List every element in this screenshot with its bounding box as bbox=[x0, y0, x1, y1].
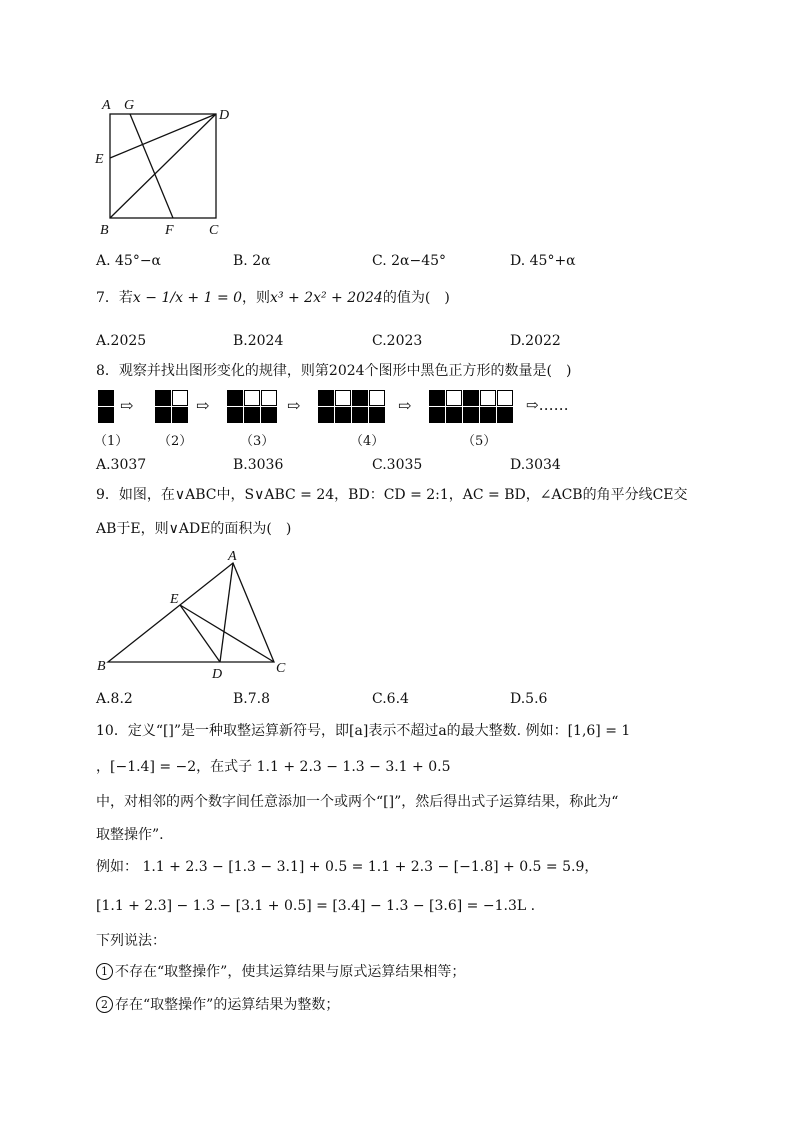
q9-option-a: A.8.2 bbox=[96, 691, 133, 707]
label-B: B bbox=[97, 659, 106, 674]
label-E: E bbox=[170, 592, 179, 607]
q8-option-a: A.3037 bbox=[96, 457, 147, 473]
pattern-sequence bbox=[96, 390, 596, 420]
q9-option-d: D.5.6 bbox=[510, 691, 548, 707]
q6-option-a: A. 45°−α bbox=[96, 253, 162, 269]
label-E: E bbox=[95, 152, 104, 167]
label-G: G bbox=[124, 98, 135, 113]
q8-stem: 8．观察并找出图形变化的规律，则第2024个图形中黑色正方形的数量是( ) bbox=[96, 363, 572, 379]
label-C: C bbox=[209, 223, 219, 238]
q10-line2: ，[−1.4] = −2，在式子 1.1 + 2.3 − 1.3 − 3.1 + 0.5 bbox=[96, 759, 451, 775]
q8-option-c: C.3035 bbox=[372, 457, 423, 473]
triangle-figure bbox=[94, 545, 294, 683]
q10-example2: [1.1 + 2.3] − 1.3 − [3.1 + 0.5] = [3.4] − 1.3 − [3.6] = −1.3L . bbox=[96, 898, 536, 914]
label-A: A bbox=[102, 98, 111, 113]
q7-option-b: B.2024 bbox=[233, 333, 284, 349]
q10-intro: 下列说法： bbox=[96, 933, 166, 949]
q7-stem-mid: ，则 bbox=[242, 290, 271, 306]
caption-3: （3） bbox=[240, 434, 275, 449]
label-B: B bbox=[100, 223, 109, 238]
q7-expr2: x³ + 2x² + 2024 bbox=[270, 290, 383, 306]
caption-1: （1） bbox=[94, 434, 129, 449]
arrow-icon: ⇨ bbox=[287, 396, 301, 415]
q10-example1: 例如： 1.1 + 2.3 − [1.3 − 3.1] + 0.5 = 1.1 + 2.3 − [−1.8] + 0.5 = 5.9， bbox=[96, 859, 599, 875]
q10-item-1-text: 不存在“取整操作”，使其运算结果与原式运算结果相等； bbox=[115, 964, 466, 980]
q6-option-d: D. 45°+α bbox=[510, 253, 576, 269]
q7-option-a: A.2025 bbox=[96, 333, 147, 349]
q10-line4: 取整操作”. bbox=[96, 827, 164, 843]
q7-option-d: D.2022 bbox=[510, 333, 561, 349]
q7-option-c: C.2023 bbox=[372, 333, 423, 349]
label-D: D bbox=[212, 667, 223, 682]
q6-option-b: B. 2α bbox=[233, 253, 271, 269]
q6-option-c: C. 2α−45° bbox=[372, 253, 447, 269]
caption-4: （4） bbox=[350, 434, 385, 449]
q10-item-2-text: 存在“取整操作”的运算结果为整数； bbox=[115, 997, 340, 1013]
q9-option-b: B.7.8 bbox=[233, 691, 271, 707]
q7-stem-suffix: 的值为( ) bbox=[382, 290, 450, 306]
q8-option-d: D.3034 bbox=[510, 457, 561, 473]
square-figure bbox=[88, 92, 248, 240]
label-D: D bbox=[219, 108, 230, 123]
q9-line1: 9．如图，在∨ABC中，S∨ABC = 24，BD：CD = 2:1，AC = BD，∠ACB的角平分线CE交 bbox=[96, 487, 688, 503]
q10-line3: 中，对相邻的两个数字间任意添加一个或两个“[]”，然后得出式子运算结果，称此为“ bbox=[96, 794, 619, 810]
q9-option-c: C.6.4 bbox=[372, 691, 409, 707]
q9-line2: AB于E，则∨ADE的面积为( ) bbox=[96, 521, 292, 537]
q10-item-1 bbox=[96, 963, 465, 981]
caption-5: （5） bbox=[462, 434, 497, 449]
q7-stem-prefix: 7．若 bbox=[96, 290, 133, 306]
caption-2: （2） bbox=[158, 434, 193, 449]
q10-item-2 bbox=[96, 996, 339, 1014]
label-F: F bbox=[165, 223, 174, 238]
q8-option-b: B.3036 bbox=[233, 457, 284, 473]
arrow-icon: ⇨ bbox=[398, 396, 412, 415]
circled-number: 2 bbox=[96, 996, 113, 1013]
arrow-icon: ⇨ bbox=[196, 396, 210, 415]
q7-expr: x − 1/x + 1 = 0 bbox=[132, 290, 243, 306]
label-A: A bbox=[228, 549, 237, 564]
arrow-icon: ⇨ bbox=[120, 396, 134, 415]
label-C: C bbox=[276, 661, 286, 676]
circled-number: 1 bbox=[96, 963, 113, 980]
ellipsis: ⇨…… bbox=[526, 396, 569, 414]
q7-stem bbox=[96, 289, 450, 307]
q10-line1: 10．定义“[]”是一种取整运算新符号，即[a]表示不超过a的最大整数. 例如：[1,6] = 1 bbox=[96, 723, 631, 739]
